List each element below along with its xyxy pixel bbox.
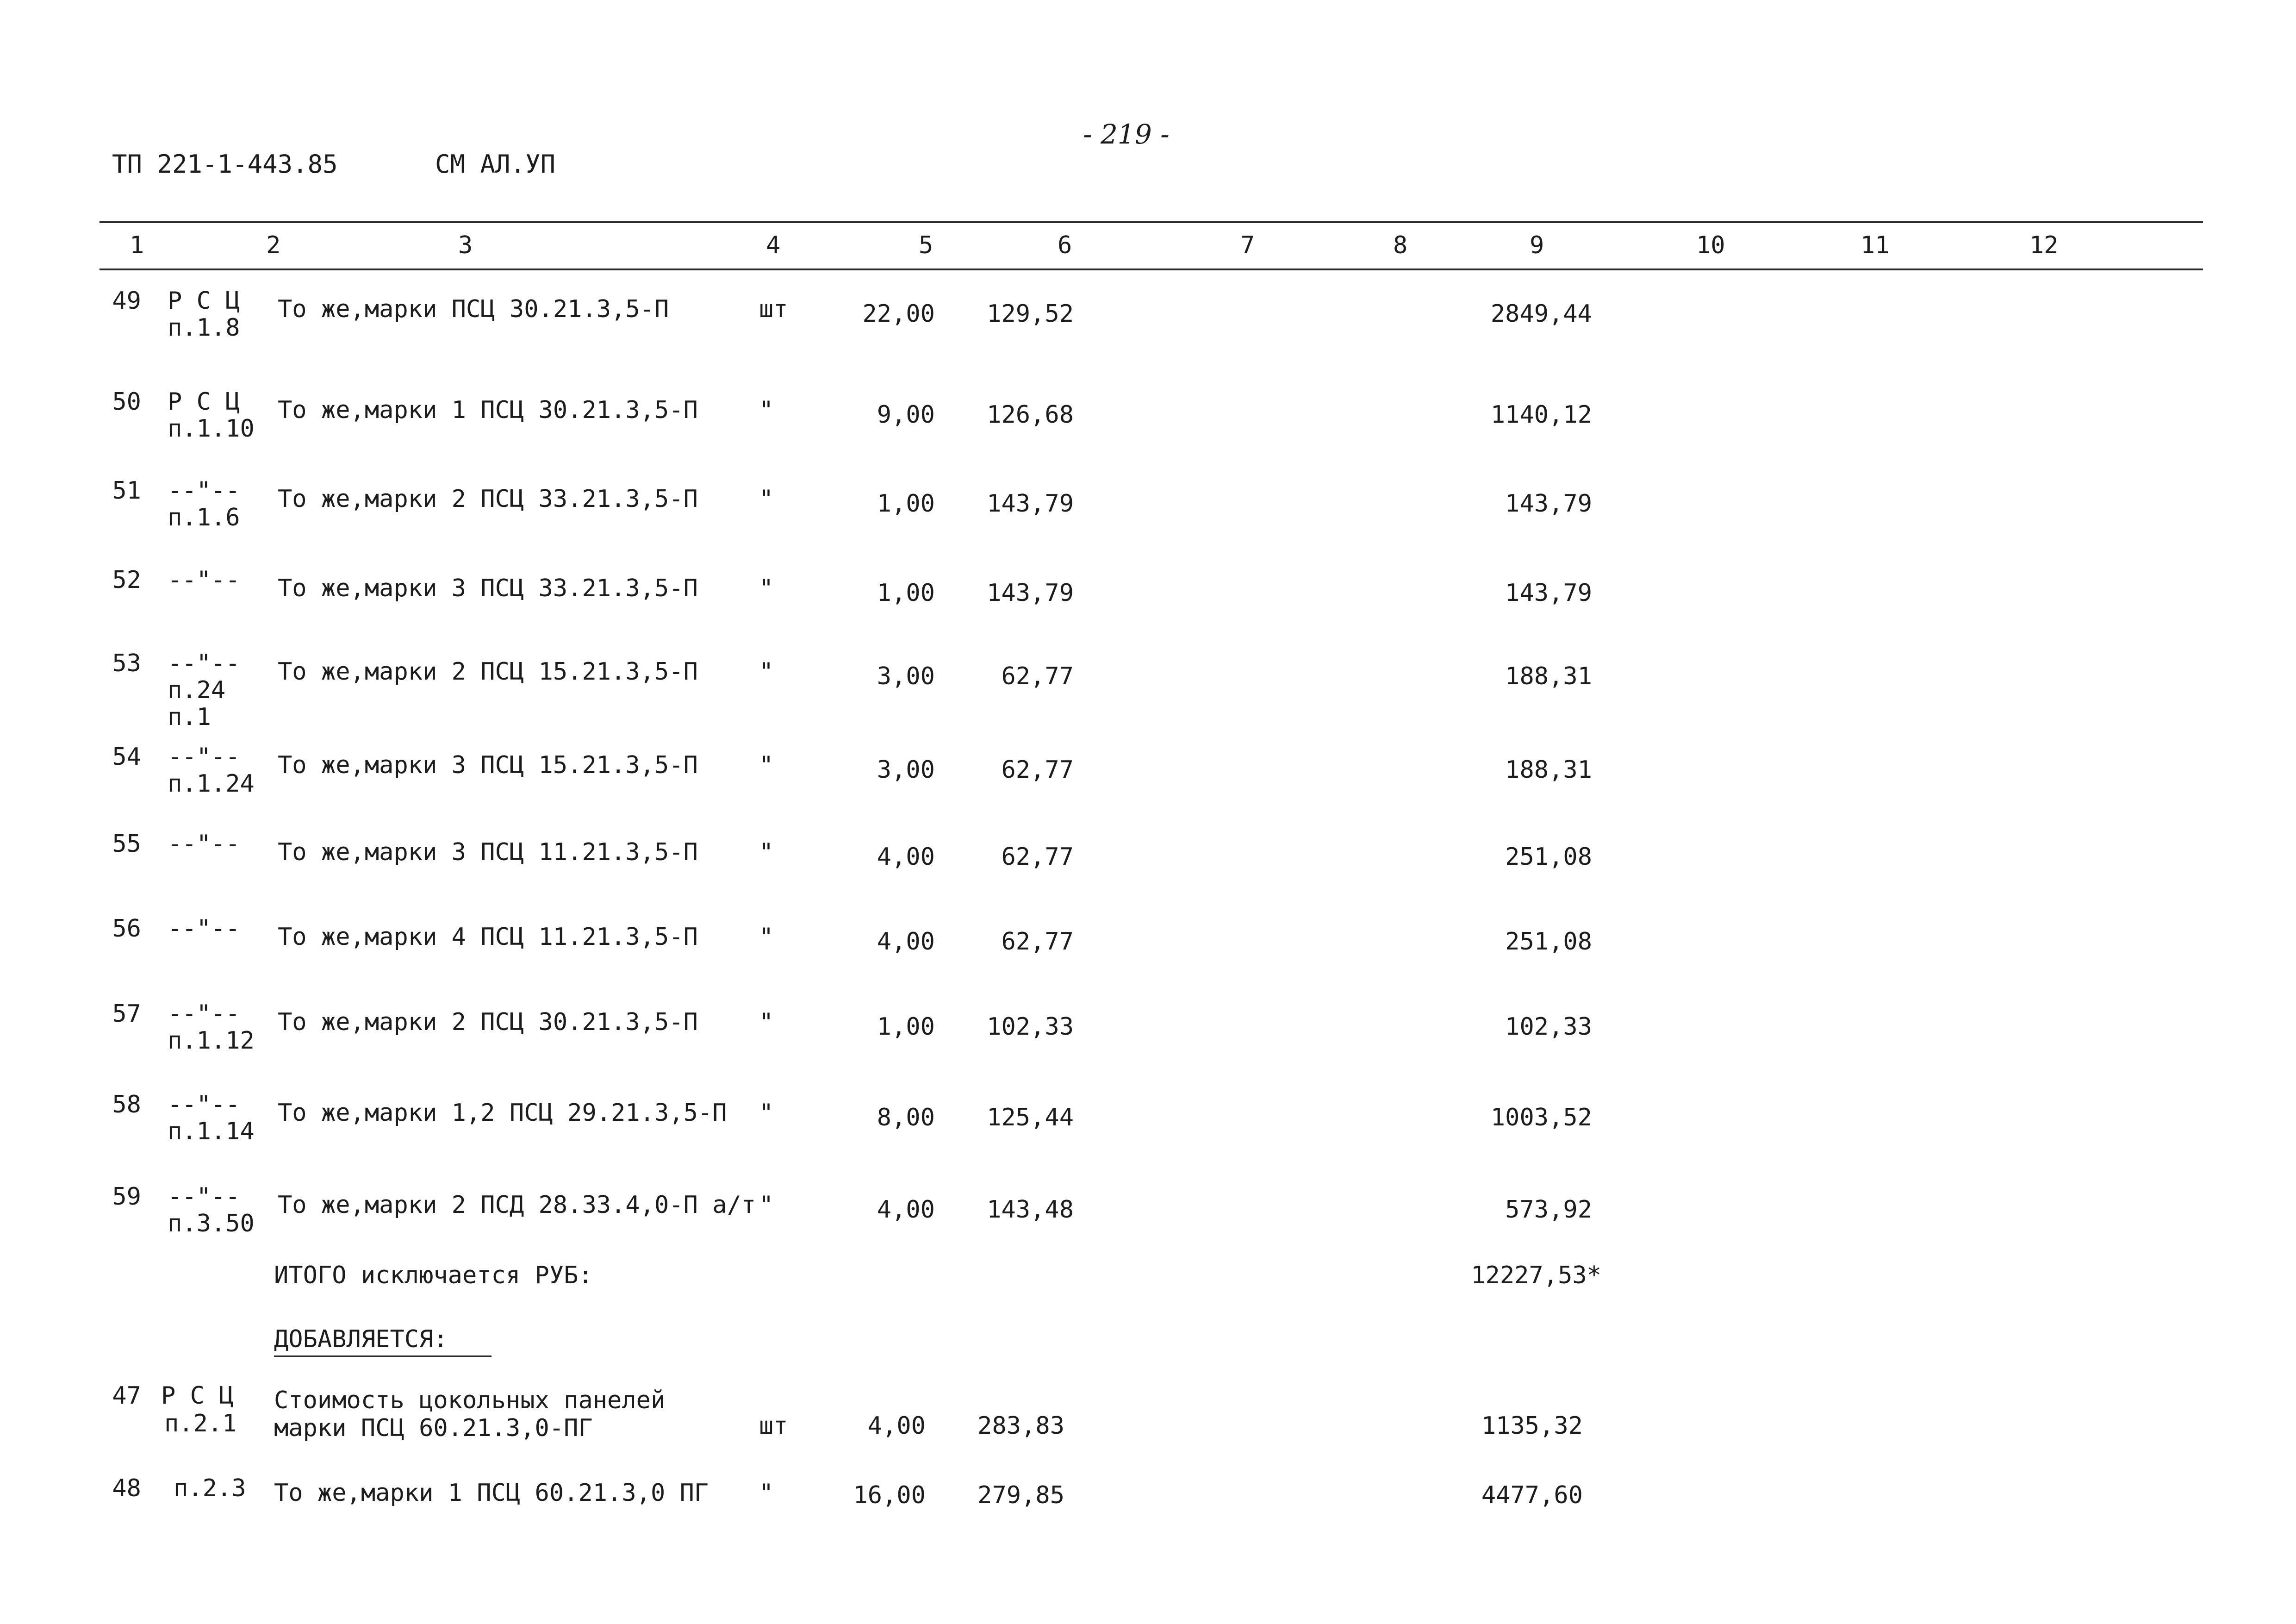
column-header-8: 8: [1393, 231, 1408, 259]
row-total: 251,08: [1505, 843, 1592, 871]
row-quantity: 8,00: [877, 1104, 935, 1131]
row-reference-item: п.3.50: [168, 1210, 255, 1237]
column-header-4: 4: [766, 231, 781, 259]
row-reference: --"--: [168, 566, 240, 594]
row-unit: шт: [759, 295, 788, 323]
column-header-10: 10: [1696, 231, 1725, 259]
column-header-9: 9: [1530, 231, 1544, 259]
row-quantity: 1,00: [877, 579, 935, 607]
added-row-reference-item: п.2.1: [164, 1410, 237, 1437]
added-row-reference: п.2.3: [174, 1474, 246, 1502]
row-unit-price: 62,77: [1001, 756, 1074, 784]
row-number: 58: [112, 1091, 141, 1118]
row-unit-price: 62,77: [1001, 928, 1074, 956]
added-row-total: 1135,32: [1481, 1412, 1583, 1440]
row-reference: --"--: [168, 650, 240, 677]
row-unit: ": [759, 485, 774, 513]
row-unit: ": [759, 838, 774, 866]
row-quantity: 3,00: [877, 662, 935, 690]
row-unit: ": [759, 658, 774, 686]
row-reference: --"--: [168, 915, 240, 943]
row-unit: ": [759, 1008, 774, 1036]
row-description: То же,марки 1,2 ПСЦ 29.21.3,5-П: [278, 1099, 727, 1127]
row-quantity: 1,00: [877, 1013, 935, 1041]
row-quantity: 3,00: [877, 756, 935, 784]
added-row-unit: шт: [759, 1412, 788, 1440]
column-header-3: 3: [458, 231, 473, 259]
added-row-description: Стоимость цокольных панелей: [274, 1387, 666, 1414]
row-description: То же,марки 1 ПСЦ 30.21.3,5-П: [278, 396, 698, 424]
row-reference-item: п.1.24: [168, 770, 255, 798]
row-description: То же,марки 2 ПСЦ 15.21.3,5-П: [278, 658, 698, 686]
row-reference-item: п.1.14: [168, 1118, 255, 1145]
row-reference: --"--: [168, 1000, 240, 1028]
row-description: То же,марки ПСЦ 30.21.3,5-П: [278, 295, 669, 323]
row-reference-item: п.24: [168, 676, 226, 704]
column-header-6: 6: [1058, 231, 1072, 259]
row-number: 57: [112, 1000, 141, 1028]
column-header-12: 12: [2029, 231, 2059, 259]
added-label-underline: [274, 1355, 492, 1357]
added-section-label: ДОБАВЛЯЕТСЯ:: [274, 1325, 448, 1353]
row-total: 143,79: [1505, 490, 1592, 518]
row-unit-price: 62,77: [1001, 662, 1074, 690]
row-quantity: 9,00: [877, 401, 935, 429]
row-reference-item: п.1.12: [168, 1027, 255, 1055]
row-unit-price: 125,44: [987, 1104, 1074, 1131]
page-number: - 219 -: [1083, 119, 1170, 150]
row-unit-price: 143,79: [987, 579, 1074, 607]
row-unit: ": [759, 575, 774, 602]
row-unit-price: 143,48: [987, 1196, 1074, 1224]
row-quantity: 4,00: [877, 1196, 935, 1224]
row-total: 188,31: [1505, 662, 1592, 690]
row-reference: --"--: [168, 743, 240, 771]
row-total: 1003,52: [1490, 1104, 1592, 1131]
row-reference: --"--: [168, 1183, 240, 1211]
row-reference-item: п.1.10: [168, 415, 255, 443]
row-reference: Р С Ц: [168, 287, 240, 315]
row-unit-price: 102,33: [987, 1013, 1074, 1041]
document-section: СМ АЛ.УП: [435, 150, 556, 179]
row-number: 55: [112, 830, 141, 858]
row-total: 2849,44: [1490, 300, 1592, 328]
added-row-unit-price: 279,85: [977, 1481, 1064, 1509]
added-row-total: 4477,60: [1481, 1481, 1583, 1509]
total-value: 12227,53*: [1471, 1262, 1601, 1289]
row-unit: ": [759, 1099, 774, 1127]
row-number: 59: [112, 1183, 141, 1211]
added-row-unit: ": [759, 1479, 774, 1507]
header-bottom-rule: [100, 269, 2203, 270]
row-description: То же,марки 3 ПСЦ 11.21.3,5-П: [278, 838, 698, 866]
row-number: 50: [112, 388, 141, 416]
row-description: То же,марки 3 ПСЦ 15.21.3,5-П: [278, 751, 698, 779]
column-header-5: 5: [919, 231, 933, 259]
row-reference: --"--: [168, 477, 240, 505]
added-row-reference: Р С Ц: [161, 1382, 234, 1410]
column-header-1: 1: [130, 231, 144, 259]
total-label: ИТОГО исключается РУБ:: [274, 1262, 593, 1289]
row-number: 53: [112, 650, 141, 677]
added-row-number: 48: [112, 1474, 141, 1502]
added-row-quantity: 4,00: [867, 1412, 926, 1440]
column-header-7: 7: [1240, 231, 1255, 259]
row-unit-price: 143,79: [987, 490, 1074, 518]
row-unit: ": [759, 751, 774, 779]
row-unit-price: 129,52: [987, 300, 1074, 328]
added-row-unit-price: 283,83: [977, 1412, 1064, 1440]
row-reference-item: п.1.6: [168, 504, 240, 531]
added-row-description: То же,марки 1 ПСЦ 60.21.3,0 ПГ: [274, 1479, 709, 1507]
row-quantity: 22,00: [862, 300, 935, 328]
row-unit: ": [759, 1191, 774, 1219]
column-header-11: 11: [1860, 231, 1890, 259]
row-quantity: 4,00: [877, 928, 935, 956]
row-reference: --"--: [168, 1091, 240, 1118]
row-total: 143,79: [1505, 579, 1592, 607]
added-row-description-line2: марки ПСЦ 60.21.3,0-ПГ: [274, 1414, 593, 1442]
row-total: 251,08: [1505, 928, 1592, 956]
row-reference-item: п.1: [168, 703, 211, 731]
row-unit-price: 62,77: [1001, 843, 1074, 871]
row-description: То же,марки 2 ПСЦ 33.21.3,5-П: [278, 485, 698, 513]
row-reference: --"--: [168, 830, 240, 858]
row-unit: ": [759, 923, 774, 951]
added-row-number: 47: [112, 1382, 141, 1410]
row-number: 49: [112, 287, 141, 315]
row-number: 54: [112, 743, 141, 771]
row-reference-item: п.1.8: [168, 314, 240, 342]
row-description: То же,марки 2 ПСД 28.33.4,0-П а/т: [278, 1191, 756, 1219]
row-number: 56: [112, 915, 141, 943]
added-row-quantity: 16,00: [853, 1481, 926, 1509]
row-total: 1140,12: [1490, 401, 1592, 429]
row-quantity: 4,00: [877, 843, 935, 871]
document-code: ТП 221-1-443.85: [112, 150, 338, 179]
row-description: То же,марки 3 ПСЦ 33.21.3,5-П: [278, 575, 698, 602]
row-description: То же,марки 4 ПСЦ 11.21.3,5-П: [278, 923, 698, 951]
row-total: 102,33: [1505, 1013, 1592, 1041]
column-header-2: 2: [266, 231, 281, 259]
row-unit-price: 126,68: [987, 401, 1074, 429]
row-number: 52: [112, 566, 141, 594]
row-number: 51: [112, 477, 141, 505]
row-total: 188,31: [1505, 756, 1592, 784]
header-top-rule: [100, 221, 2203, 223]
row-description: То же,марки 2 ПСЦ 30.21.3,5-П: [278, 1008, 698, 1036]
row-unit: ": [759, 396, 774, 424]
row-total: 573,92: [1505, 1196, 1592, 1224]
row-quantity: 1,00: [877, 490, 935, 518]
row-reference: Р С Ц: [168, 388, 240, 416]
